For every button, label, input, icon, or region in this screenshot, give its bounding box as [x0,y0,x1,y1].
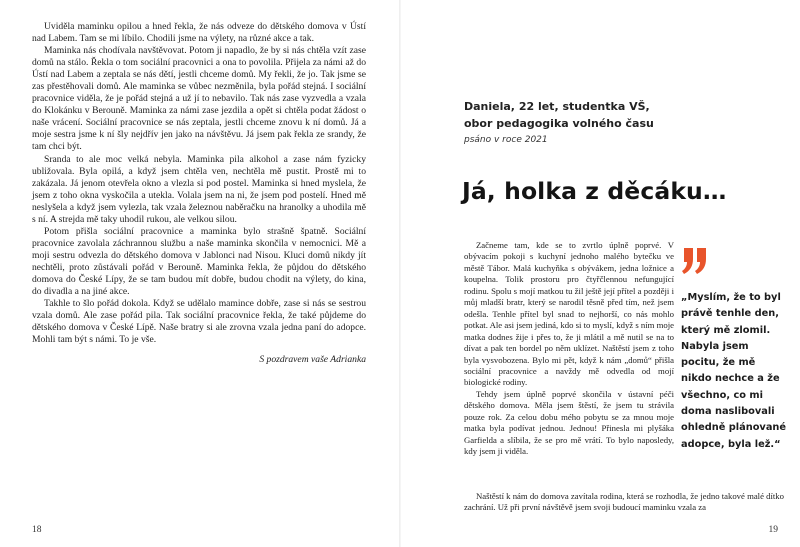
paragraph: Sranda to ale moc velká nebyla. Maminka pila alkohol a zase nám fyzicky ubližovala. Byla opilá, a když jsem chtěla ven, nechtěla mě pustit. Prostě mi to zakázala. Já jenom otevřela okno a vlezla si pod postel. Maminka si hned myslela, že jsem z toho okna vyskočila a utekla. Volala jsem na ni, že jsem pod postelí. Hned mě neslyšela a když jsem vylezla, tak vzala železnou naběračku na hranolky a uhodila mě s ní. A strejda mě taky uhodil rukou, ale velkou silou. [32,153,366,225]
paragraph: Uviděla maminku opilou a hned řekla, že nás odveze do dětského domova v Ústí nad Labem. Tam se mi líbilo. Chodili jsme na výlety, na různé akce a tak. [32,21,366,45]
author-info [464,98,784,132]
article-body [464,240,674,458]
pull-quote: „Myslím, že to byl právě tenhle den, který mě zlomil. Nabyla jsem pocitu, že mě nikdo nechce a že všechno, co mi doma naslibovali ohledně plánované adopce, byla lež.“ [681,292,787,450]
paragraph: Maminka nás chodívala navštěvovat. Potom ji napadlo, že by si nás chtěla vzít zase domů na stálo. Řekla o tom sociální pracovnici a ona to povolila. Přijela za námi až do Ústí nad Labem a zeptala se nás dětí, jestli chceme domů. My řekli, že jo. Tak jsme se zas přestěhovali domů. Ale maminka se vůbec nezměnila, byla pořád stejná. I sociální pracovnice viděla, že je pořád stejná a už jí to nebavilo. Tak nás zase vyzvedla a vzala do Klokánku v Berouně. Maminka za námi zase jezdila a opět si chtěla podat žádost o naše vrácení. Sociální pracovnice se nás zeptala, jestli chceme znovu k ní domů. Já a moje sestra jsme k ní šly nejdřív jen jako na návštěvu. Já jsem pak řekla ze srandy, že tam chci být. [32,45,366,153]
paragraph: Potom přišla sociální pracovnice a maminka bylo strašně špatně. Sociální pracovnice zavolala záchrannou službu a naše maminka skončila v nemocnici. Mě a moji sestru odvezla do dětského domova v Jablonci nad Nisou. Kluci domů nikdy jít nechtěli, proto zůstávali pořád v Berouně. Maminka řekla, že půjdou do dětského domova do České Lípy, že se tam budou mít dobře, budou chodit na výlety, do kina, do divadla a na jiné akce. [32,225,366,298]
signature: S pozdravem vaše Adrianka [259,354,366,365]
article-body-continued [464,491,784,514]
author-line-2: obor pedagogika volného času [464,117,654,130]
quote-mark-icon [681,244,711,280]
right-page [400,0,800,547]
page-number-right: 19 [768,525,778,535]
paragraph: Takhle to šlo pořád dokola. Když se udělalo mamince dobře, zase si nás se sestrou vzala domů. Ale zase pořád pila. Tak sociální pracovnice řekla, že také půjdeme do dětského domova v České Lípě. Naše bratry si ale zrovna vzala jedna paní do adopce. Mohli tam být s námi. To je vše. [32,298,366,346]
article-title: Já, holka z děcáku… [462,177,727,205]
page-number-left: 18 [32,525,42,535]
author-line-1: Daniela, 22 let, studentka VŠ, [464,100,650,113]
left-page-text [32,21,366,346]
written-date: psáno v roce 2021 [464,135,548,145]
paragraph: Tehdy jsem úplně poprvé skončila v ústavní péči dětského domova. Měla jsem štěstí, že jsem tu strávila pouze rok. Za celou dobu mého pobytu se za mnou moje matka byla podívat jednou. Jednou! Přinesla mi plyšáka Garfielda a slíbila, že se pro mě vrátí. To bylo naposledy, kdy jsem ji viděla. [464,388,674,457]
paragraph: Začneme tam, kde se to zvrtlo úplně poprvé. V obývacím pokoji s kuchyní jednoho malého bytečku ve městě Tábor. Malá kuchyňka s obývákem, jedna ložnice a koupelna. Tolik prostoru pro čtyřčlennou nefungující rodinu. Spolu s mojí matkou tu žil ještě její přítel a později i můj mladší bratr, který se narodil těsně před tím, než jsem odešla. Tenhle přítel byl snad to nejhorší, co nás mohlo potkat. Ale asi jsem jediná, kdo si to myslí, když s ním moje matka dodnes žije i přes to, že ji mlátil a mě nutil se na to dívat a pak ten bordel po něm uklízet. Naštěstí jsem z toho byla vysvobozena. Bylo mi pět, když k nám „domů“ přišla sociální pracovnice a navždy mě odvedla od mojí biologické rodiny. [464,240,674,388]
paragraph: Naštěstí k nám do domova zavítala rodina, která se rozhodla, že jedno takové malé dítko zachrání. Už při první návštěvě jsem svoji budoucí maminku vzala za [464,491,784,513]
